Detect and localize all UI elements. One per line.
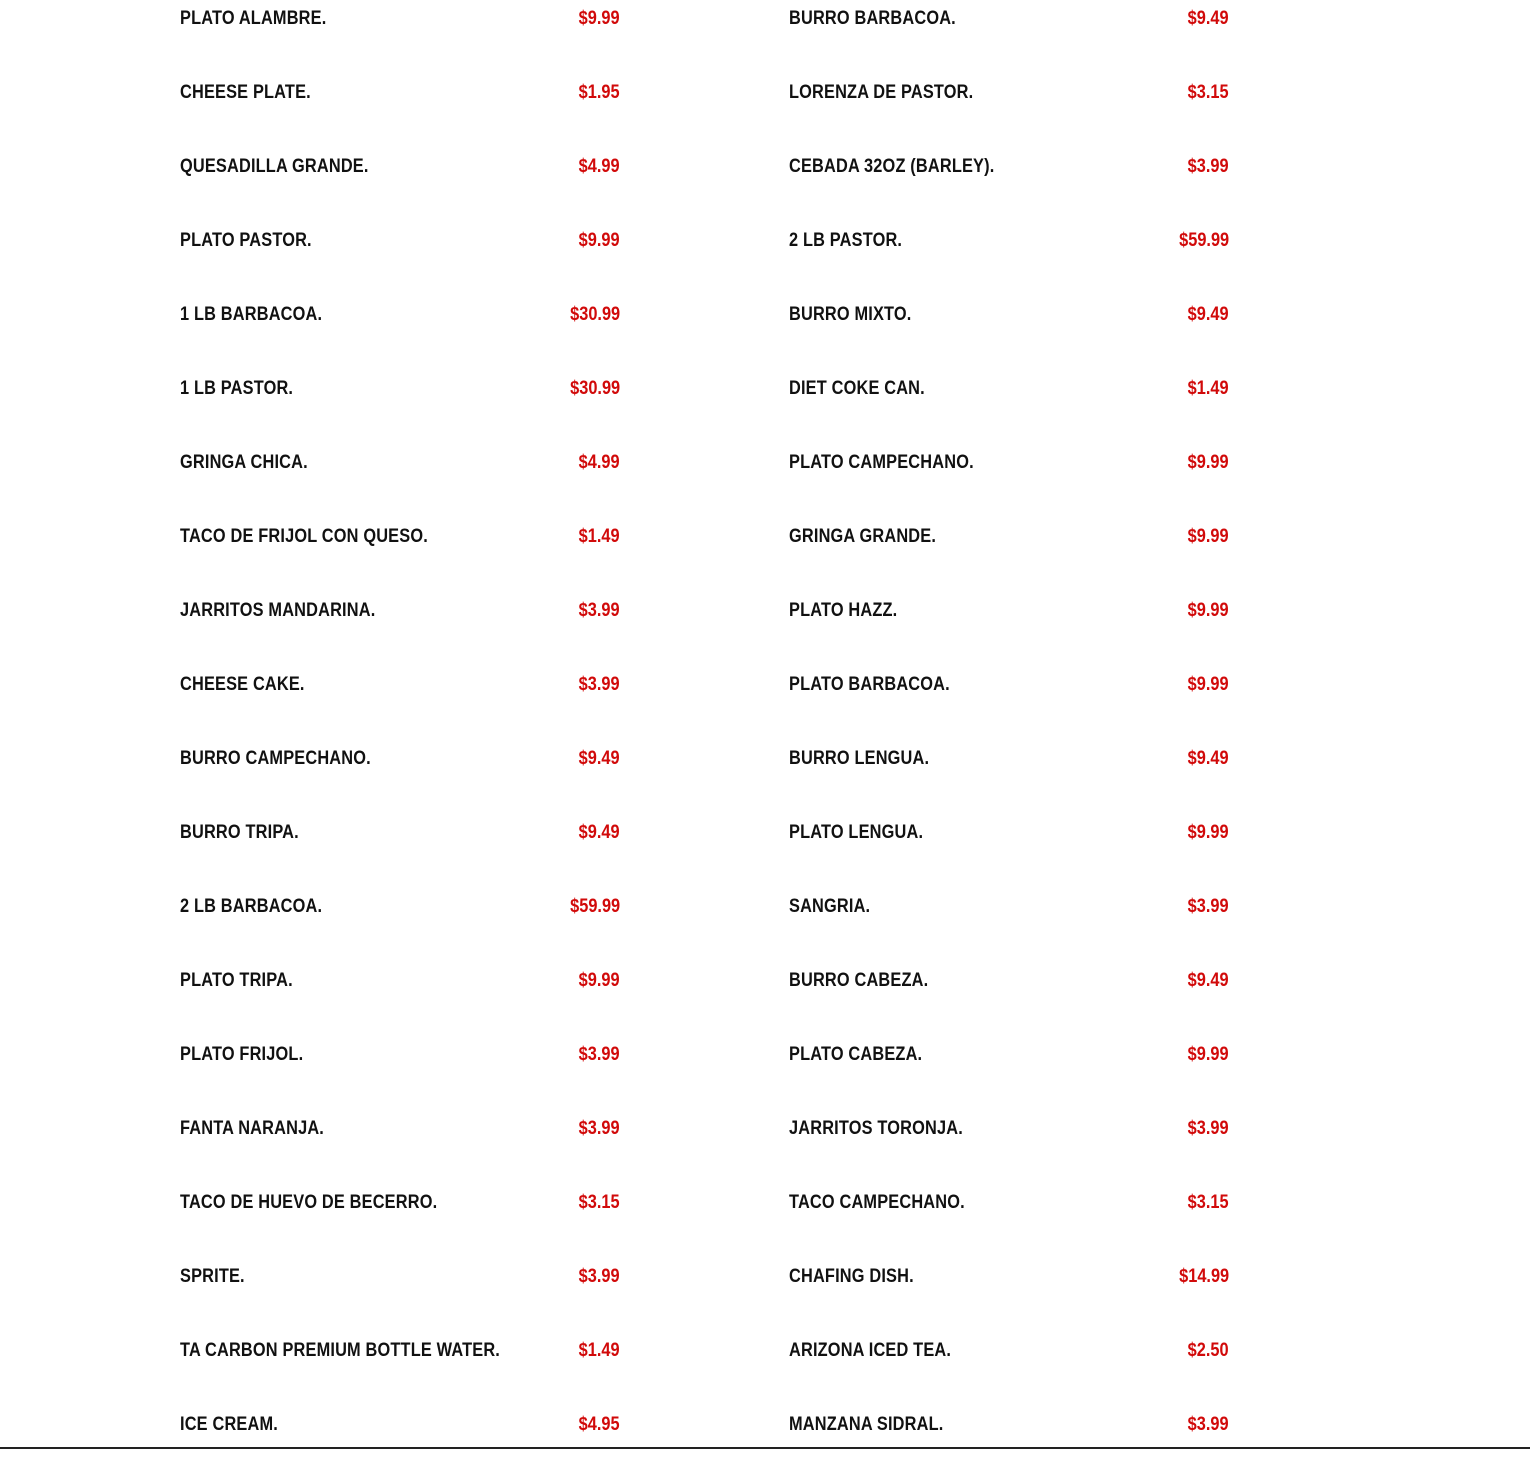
menu-item[interactable] — [180, 1332, 620, 1406]
menu-item-name: PLATO FRIJOL. — [180, 1044, 304, 1065]
menu-item[interactable] — [789, 148, 1229, 222]
menu-item-price: $3.99 — [579, 1118, 620, 1139]
menu-item[interactable] — [789, 888, 1229, 962]
menu-item[interactable] — [180, 1406, 620, 1480]
menu-item-name: DIET COKE CAN. — [789, 378, 925, 399]
menu-item[interactable] — [789, 1406, 1229, 1480]
menu-item-price: $3.99 — [1188, 1118, 1229, 1139]
menu-item-price: $1.49 — [579, 1340, 620, 1361]
menu-item-price: $9.99 — [1188, 600, 1229, 621]
menu-item[interactable] — [789, 666, 1229, 740]
menu-item-price: $3.99 — [579, 1266, 620, 1287]
menu-item-price: $9.49 — [1188, 304, 1229, 325]
menu-item-price: $3.99 — [579, 600, 620, 621]
menu-item-price: $59.99 — [1179, 230, 1229, 251]
menu-item-name: FANTA NARANJA. — [180, 1118, 325, 1139]
menu-item-price: $1.49 — [579, 526, 620, 547]
menu-item-name: BURRO CAMPECHANO. — [180, 748, 371, 769]
menu-item[interactable] — [180, 518, 620, 592]
menu-item-price: $9.99 — [579, 970, 620, 991]
menu-item-name: PLATO ALAMBRE. — [180, 8, 327, 29]
menu-item-price: $3.99 — [1188, 1414, 1229, 1435]
menu-item[interactable] — [789, 814, 1229, 888]
menu-item-price: $30.99 — [570, 378, 620, 399]
menu-column-right — [789, 0, 1229, 1480]
menu-item[interactable] — [180, 222, 620, 296]
menu-item-name: ARIZONA ICED TEA. — [789, 1340, 952, 1361]
menu-item[interactable] — [789, 592, 1229, 666]
menu-item-price: $4.95 — [579, 1414, 620, 1435]
menu-item-name: PLATO BARBACOA. — [789, 674, 950, 695]
menu-item-name: BURRO CABEZA. — [789, 970, 929, 991]
menu-item-name: GRINGA GRANDE. — [789, 526, 937, 547]
menu-item-name: BURRO MIXTO. — [789, 304, 912, 325]
menu-item-price: $2.50 — [1188, 1340, 1229, 1361]
menu-item[interactable] — [789, 1036, 1229, 1110]
menu-item-price: $9.99 — [1188, 1044, 1229, 1065]
menu-item[interactable] — [180, 370, 620, 444]
menu-item-name: BURRO BARBACOA. — [789, 8, 956, 29]
menu-item[interactable] — [180, 74, 620, 148]
menu-item-name: SPRITE. — [180, 1266, 245, 1287]
menu-item-price: $9.49 — [1188, 748, 1229, 769]
menu-item-price: $3.99 — [579, 674, 620, 695]
menu-item-price: $4.99 — [579, 452, 620, 473]
menu-item-name: MANZANA SIDRAL. — [789, 1414, 944, 1435]
menu-item-price: $9.99 — [1188, 822, 1229, 843]
menu-item-name: CHEESE PLATE. — [180, 82, 311, 103]
menu-item-name: PLATO CABEZA. — [789, 1044, 923, 1065]
menu-item-name: 1 LB PASTOR. — [180, 378, 294, 399]
menu-item[interactable] — [789, 962, 1229, 1036]
menu-item[interactable] — [180, 296, 620, 370]
menu-item[interactable] — [180, 1258, 620, 1332]
menu-item-price: $4.99 — [579, 156, 620, 177]
menu-item-name: JARRITOS TORONJA. — [789, 1118, 963, 1139]
menu-item-price: $3.15 — [579, 1192, 620, 1213]
menu-item-name: PLATO HAZZ. — [789, 600, 898, 621]
menu-item-price: $9.49 — [579, 822, 620, 843]
menu-item[interactable] — [789, 74, 1229, 148]
menu-item-name: CHAFING DISH. — [789, 1266, 914, 1287]
menu-item-name: 2 LB BARBACOA. — [180, 896, 323, 917]
menu-item[interactable] — [789, 222, 1229, 296]
menu-item-name: PLATO LENGUA. — [789, 822, 924, 843]
menu-item-price: $59.99 — [570, 896, 620, 917]
menu-item-name: 2 LB PASTOR. — [789, 230, 903, 251]
menu-item-price: $9.99 — [579, 230, 620, 251]
menu-item[interactable] — [180, 814, 620, 888]
menu-column-left — [180, 0, 620, 1480]
menu-item-name: TACO DE FRIJOL CON QUESO. — [180, 526, 428, 547]
menu-item[interactable] — [789, 1258, 1229, 1332]
menu-item-name: LORENZA DE PASTOR. — [789, 82, 974, 103]
menu-item[interactable] — [789, 444, 1229, 518]
menu-item-price: $9.49 — [1188, 970, 1229, 991]
menu-item[interactable] — [180, 1110, 620, 1184]
menu-item-price: $9.99 — [1188, 452, 1229, 473]
menu-item-name: TA CARBON PREMIUM BOTTLE WATER. — [180, 1340, 501, 1361]
menu-item-name: ICE CREAM. — [180, 1414, 278, 1435]
menu-item[interactable] — [180, 962, 620, 1036]
menu-item-price: $1.95 — [579, 82, 620, 103]
menu-item-name: SANGRIA. — [789, 896, 871, 917]
menu-item[interactable] — [789, 1110, 1229, 1184]
menu-item-price: $1.49 — [1188, 378, 1229, 399]
menu-item-name: BURRO LENGUA. — [789, 748, 930, 769]
menu-item[interactable] — [180, 1184, 620, 1258]
menu-item-name: CHEESE CAKE. — [180, 674, 305, 695]
menu-item[interactable] — [180, 666, 620, 740]
menu-item-name: BURRO TRIPA. — [180, 822, 299, 843]
menu-item-price: $14.99 — [1179, 1266, 1229, 1287]
menu-item[interactable] — [789, 0, 1229, 74]
menu-item-price: $9.49 — [1188, 8, 1229, 29]
menu-item-price: $3.99 — [1188, 896, 1229, 917]
menu-item-name: GRINGA CHICA. — [180, 452, 308, 473]
menu-item[interactable] — [180, 148, 620, 222]
menu-item-price: $3.99 — [1188, 156, 1229, 177]
menu-item[interactable] — [180, 888, 620, 962]
menu-item-name: TACO CAMPECHANO. — [789, 1192, 965, 1213]
menu-item[interactable] — [789, 518, 1229, 592]
menu-item-price: $3.99 — [579, 1044, 620, 1065]
menu-item[interactable] — [180, 444, 620, 518]
menu-item[interactable] — [789, 740, 1229, 814]
menu-item-name: PLATO TRIPA. — [180, 970, 293, 991]
menu-item[interactable] — [789, 370, 1229, 444]
menu-item-price: $3.15 — [1188, 1192, 1229, 1213]
menu-item-name: CEBADA 32OZ (BARLEY). — [789, 156, 995, 177]
menu-item[interactable] — [180, 0, 620, 74]
menu-item[interactable] — [789, 1184, 1229, 1258]
menu-item[interactable] — [789, 1332, 1229, 1406]
menu-item-price: $3.15 — [1188, 82, 1229, 103]
menu-item[interactable] — [180, 1036, 620, 1110]
menu-item-price: $9.99 — [1188, 526, 1229, 547]
menu-item[interactable] — [789, 296, 1229, 370]
menu-item-price: $9.99 — [579, 8, 620, 29]
menu-item-price: $30.99 — [570, 304, 620, 325]
menu-item-name: JARRITOS MANDARINA. — [180, 600, 376, 621]
menu-item-name: PLATO CAMPECHANO. — [789, 452, 974, 473]
menu-item-name: 1 LB BARBACOA. — [180, 304, 323, 325]
menu-item[interactable] — [180, 740, 620, 814]
menu-item-name: PLATO PASTOR. — [180, 230, 312, 251]
menu-item-name: QUESADILLA GRANDE. — [180, 156, 369, 177]
bottom-divider — [0, 1447, 1530, 1449]
menu-item-name: TACO DE HUEVO DE BECERRO. — [180, 1192, 438, 1213]
menu-item-price: $9.99 — [1188, 674, 1229, 695]
menu-item-price: $9.49 — [579, 748, 620, 769]
menu-item[interactable] — [180, 592, 620, 666]
